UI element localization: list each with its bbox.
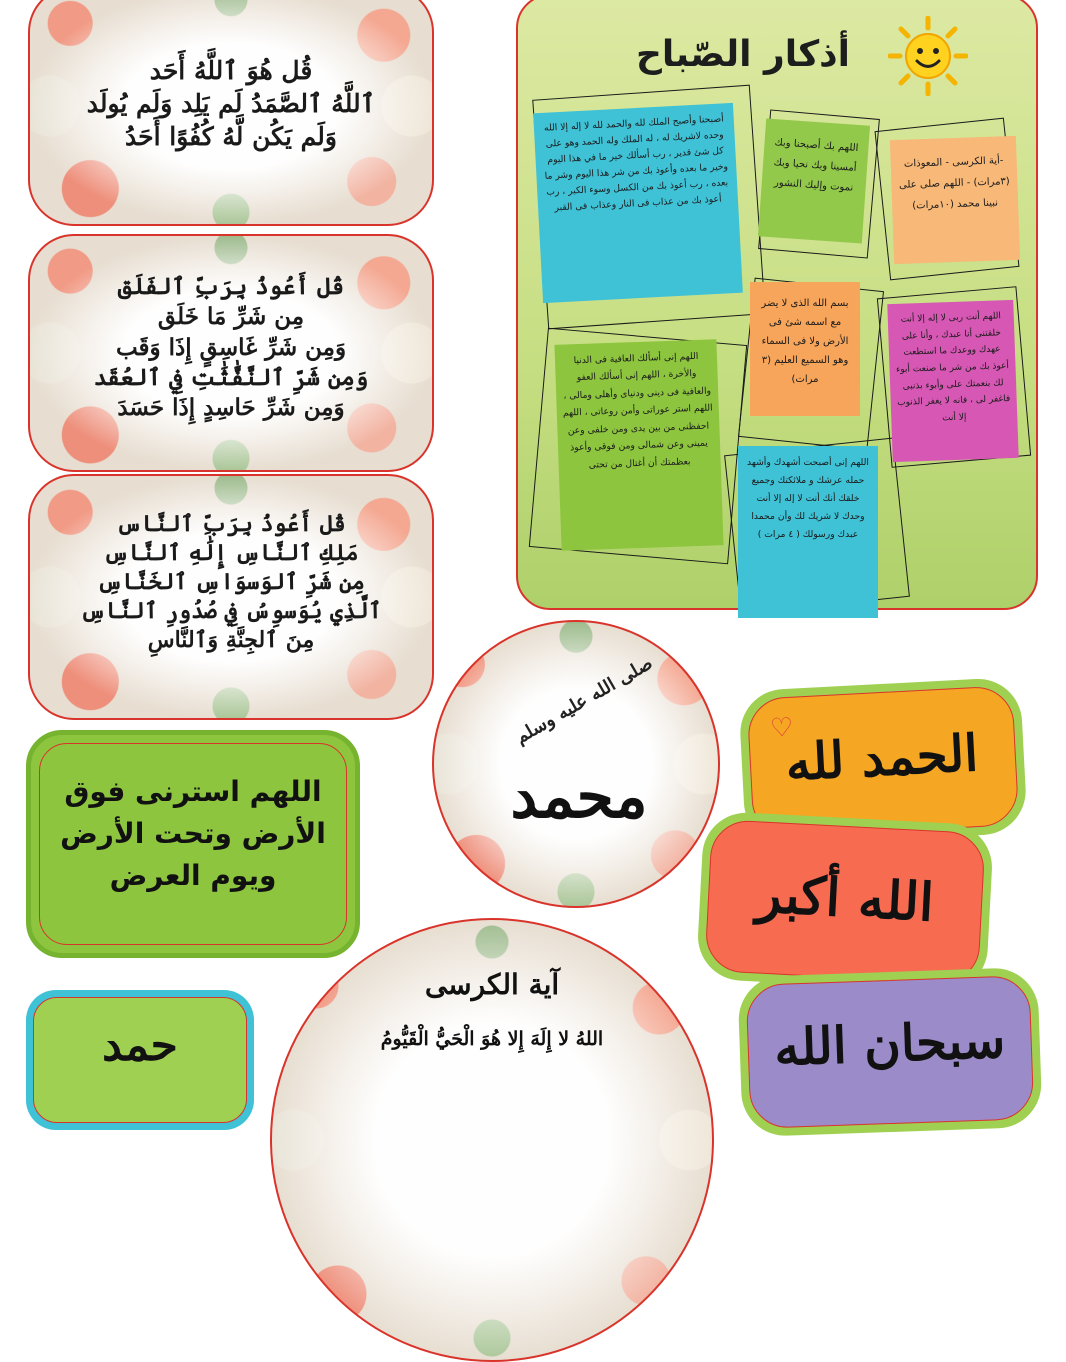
partial-sticker-text: حمد xyxy=(102,1020,178,1071)
ayat-kursi-title: آية الكرسى xyxy=(424,968,560,1001)
verse-line: مَلِكِ ٱلنَّاسِ إِلَٰهِ ٱلنَّاسِ xyxy=(103,540,359,567)
allahu-akbar-text: الله أكبر xyxy=(755,863,936,934)
card-anta-rabbi: اللهم أنت ربى لا إله إلا أنت خلقتنى أنا عبدك ، وأنا على عهدك ووعدك ما استطعت أعوذ بك من شر ما صنعت أبوء لك بنعمتك على وأبوء بذنبى فاغفر لى ، فانه لا يغفر الذنوب إلا أنت xyxy=(887,300,1018,462)
verse-line: ٱللَّهُ ٱلصَّمَدُ لَم يَلِد وَلَم يُولَد xyxy=(86,89,376,118)
verse-line: قُل هُوَ ٱللَّهُ أَحَد xyxy=(149,56,313,85)
allahu-akbar-sticker xyxy=(696,811,994,994)
verse-line: مِن شَرِّ مَا خَلَق xyxy=(157,303,305,331)
verse-line: مِنَ ٱلجِنَّةِ وَٱلنَّاسِ xyxy=(147,627,315,654)
subhanallah-sticker xyxy=(737,967,1042,1137)
verse-line: قُل أَعُوذُ بِرَبِّ ٱلفَلَق xyxy=(117,273,345,300)
card-bika: اللهم بك أصبحنا وبك أمسينا وبك نحيا وبك نموت وإليك النشور xyxy=(758,119,870,244)
falaq-card xyxy=(28,234,434,472)
verse-line: مِن شَرِّ ٱلوَسوَاسِ ٱلخَنَّاسِ xyxy=(97,569,365,596)
alhamdulillah-text: الحمد لله xyxy=(784,723,980,793)
nas-card xyxy=(28,474,434,720)
salawat-text: صلى الله عليه وسلم xyxy=(511,652,657,749)
panel-title: أذكار الصّباح xyxy=(635,34,850,75)
sun-smiley-icon xyxy=(888,16,968,96)
verse-line: وَلَم يَكُن لَّهُ كُفُوًا أَحَدُ xyxy=(125,122,337,151)
heart-icon: ♡ xyxy=(769,712,795,744)
partial-cyan-sticker xyxy=(26,990,254,1130)
muhammad-text: محمد xyxy=(510,762,648,832)
dua-box xyxy=(26,730,360,958)
card-afiya: اللهم إنى أسألك العافية فى الدنيا والأخرة ، اللهم إنى أسألك العفو والعافية فى دينى ودنياى وأهلى ومالى ، اللهم استر عوراتى وأمن روعاتى ، اللهم احفظنى من بين يدى ومن خلفى وعن يمينى وعن شمالى ومن فوقى وأعوذ بعظمتك أن أغتال من تحتى xyxy=(554,339,723,551)
verse-line: وَمِن شَرِّ حَاسِدٍ إِذَا حَسَدَ xyxy=(117,394,345,422)
morning-adhkar-panel xyxy=(516,0,1038,610)
verse-line: ٱلَّذِي يُوَسوِسُ فِي صُدُورِ ٱلنَّاسِ xyxy=(80,598,382,625)
nas-verse xyxy=(30,510,432,655)
muhammad-circle xyxy=(432,620,720,908)
ayat-kursi-line: اللهُ لا إِلَهَ إِلا هُوَ الْحَيُّ الْقَيُّومُ xyxy=(380,1028,604,1050)
verse-line: وَمِن شَرِّ غَاسِقٍ إِذَا وَقَب xyxy=(115,333,347,361)
verse-line: قُل أَعُوذُ بِرَبِّ ٱلنَّاس xyxy=(116,511,346,537)
verse-line: وَمِن شَرِّ ٱلنَّفَّٰثَٰتِ فِي ٱلعُقَد xyxy=(93,364,369,392)
card-sabahna: أصبحنا وأصبح الملك لله والحمد لله لا إله إلا الله وحده لاشريك له ، له الملك وله الحمد وهو على كل شئ قدير ، رب أسألك خير ما في هذا اليوم وخير ما بعده وأعوذ بك من شر هذا اليوم وشر ما بعده ، رب أعوذ بك من الكسل وسوء الكبر ، رب أعوذ بك من عذاب فى النار وعذاب فى القبر xyxy=(533,103,743,303)
falaq-verse xyxy=(30,272,432,424)
card-ashhaduk: اللهم إنى أصبحت أشهدك وأشهد حمله عرشك و ملائكتك وجميع خلقك أنك أنت لا إله إلا أنت وحدك لا شريك لك وأن محمدا عبدك ورسولك ( ٤ مرات ) xyxy=(738,446,878,618)
ikhlas-verse xyxy=(30,54,432,153)
dua-text xyxy=(31,771,355,897)
card-bismillah: بسم الله الذى لا يضر مع اسمه شئ فى الأرض ولا فى السماء وهو السميع العليم (٣ مرات) xyxy=(750,282,860,416)
dua-line: الأرض وتحت الأرض xyxy=(60,817,326,850)
subhanallah-text: سبحان الله xyxy=(773,1009,1007,1078)
dua-line: اللهم استرنى فوق xyxy=(64,775,322,808)
dua-line: ويوم العرض xyxy=(109,859,277,892)
card-kursi: -أية الكرسى - المعوذات (٣مرات) - اللهم صلى على نبينا محمد (١٠مرات) xyxy=(890,136,1020,264)
ikhlas-card xyxy=(28,0,434,226)
ayat-kursi-circle xyxy=(270,918,714,1362)
